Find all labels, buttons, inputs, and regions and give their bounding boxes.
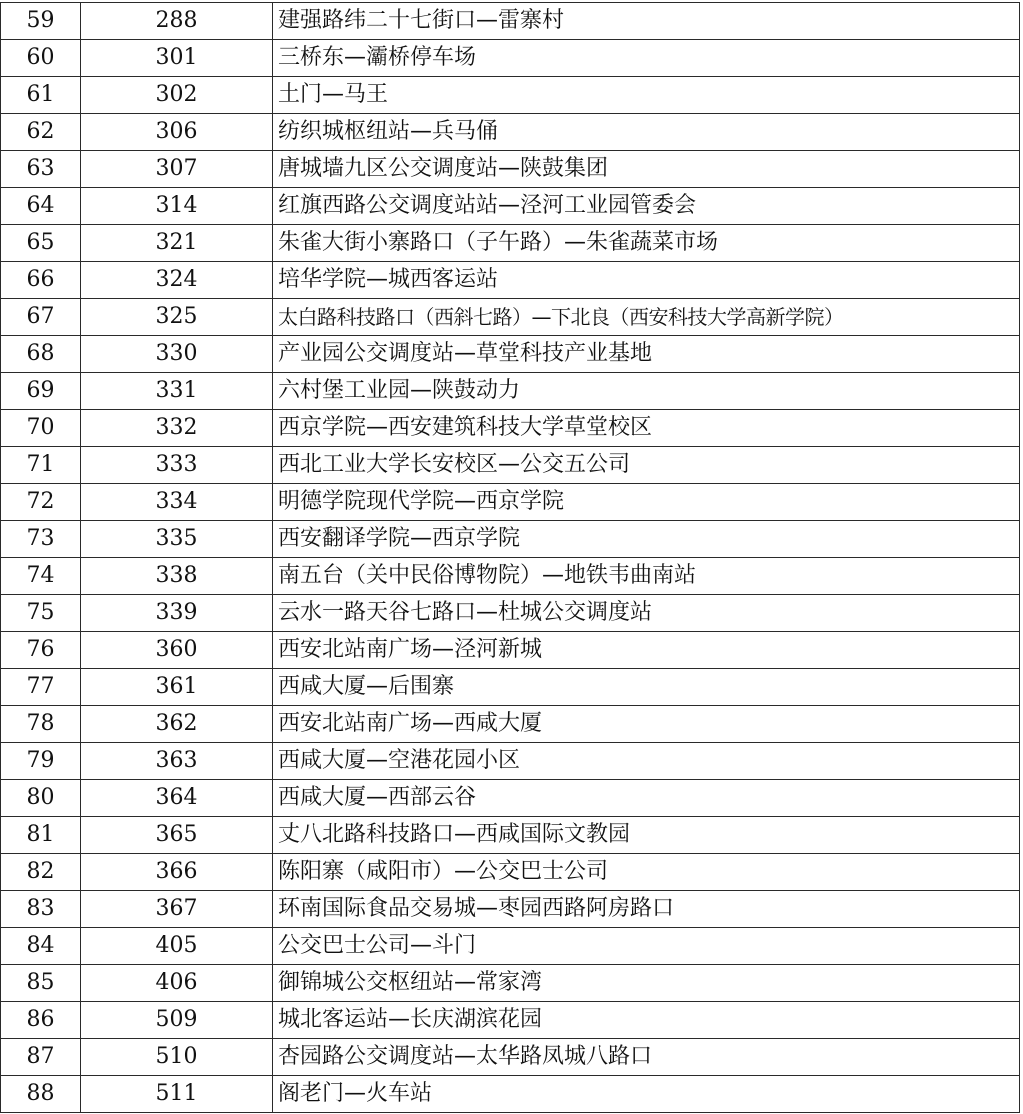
route-cell: 西咸大厦—空港花园小区 [273, 743, 1020, 780]
table-row [1, 225, 1020, 262]
route-cell: 公交巴士公司—斗门 [273, 928, 1020, 965]
line-number-cell: 325 [81, 299, 273, 336]
table-row [1, 854, 1020, 891]
row-index-cell: 73 [1, 521, 81, 558]
line-number-cell: 332 [81, 410, 273, 447]
route-cell: 杏园路公交调度站—太华路凤城八路口 [273, 1039, 1020, 1076]
table-row [1, 151, 1020, 188]
table-row [1, 484, 1020, 521]
route-cell: 唐城墙九区公交调度站—陕鼓集团 [273, 151, 1020, 188]
line-number-cell: 360 [81, 632, 273, 669]
row-index-cell: 59 [1, 3, 81, 40]
table-row [1, 780, 1020, 817]
route-cell: 云水一路天谷七路口—杜城公交调度站 [273, 595, 1020, 632]
row-index-cell: 68 [1, 336, 81, 373]
row-index-cell: 80 [1, 780, 81, 817]
route-cell: 西安北站南广场—西咸大厦 [273, 706, 1020, 743]
line-number-cell: 365 [81, 817, 273, 854]
row-index-cell: 84 [1, 928, 81, 965]
route-cell: 纺织城枢纽站—兵马俑 [273, 114, 1020, 151]
row-index-cell: 74 [1, 558, 81, 595]
table-row [1, 40, 1020, 77]
table-row [1, 595, 1020, 632]
route-cell: 红旗西路公交调度站站—泾河工业园管委会 [273, 188, 1020, 225]
line-number-cell: 405 [81, 928, 273, 965]
route-cell: 丈八北路科技路口—西咸国际文教园 [273, 817, 1020, 854]
row-index-cell: 75 [1, 595, 81, 632]
table-row [1, 336, 1020, 373]
row-index-cell: 83 [1, 891, 81, 928]
table-row [1, 3, 1020, 40]
line-number-cell: 363 [81, 743, 273, 780]
route-cell: 环南国际食品交易城—枣园西路阿房路口 [273, 891, 1020, 928]
route-cell: 阁老门—火车站 [273, 1076, 1020, 1113]
table-row [1, 743, 1020, 780]
line-number-cell: 367 [81, 891, 273, 928]
line-number-cell: 364 [81, 780, 273, 817]
line-number-cell: 509 [81, 1002, 273, 1039]
route-cell: 西北工业大学长安校区—公交五公司 [273, 447, 1020, 484]
row-index-cell: 76 [1, 632, 81, 669]
route-cell: 明德学院现代学院—西京学院 [273, 484, 1020, 521]
table-row [1, 965, 1020, 1002]
line-number-cell: 333 [81, 447, 273, 484]
table-row [1, 373, 1020, 410]
line-number-cell: 511 [81, 1076, 273, 1113]
row-index-cell: 72 [1, 484, 81, 521]
table-row [1, 928, 1020, 965]
table-row [1, 1002, 1020, 1039]
route-cell: 西安翻译学院—西京学院 [273, 521, 1020, 558]
line-number-cell: 406 [81, 965, 273, 1002]
row-index-cell: 82 [1, 854, 81, 891]
line-number-cell: 302 [81, 77, 273, 114]
row-index-cell: 86 [1, 1002, 81, 1039]
table-row [1, 447, 1020, 484]
line-number-cell: 324 [81, 262, 273, 299]
row-index-cell: 69 [1, 373, 81, 410]
table-row [1, 262, 1020, 299]
table-row [1, 558, 1020, 595]
line-number-cell: 366 [81, 854, 273, 891]
row-index-cell: 61 [1, 77, 81, 114]
row-index-cell: 62 [1, 114, 81, 151]
table-row [1, 521, 1020, 558]
line-number-cell: 288 [81, 3, 273, 40]
route-cell: 城北客运站—长庆湖滨花园 [273, 1002, 1020, 1039]
row-index-cell: 65 [1, 225, 81, 262]
line-number-cell: 335 [81, 521, 273, 558]
line-number-cell: 330 [81, 336, 273, 373]
route-cell: 御锦城公交枢纽站—常家湾 [273, 965, 1020, 1002]
route-cell: 土门—马王 [273, 77, 1020, 114]
line-number-cell: 306 [81, 114, 273, 151]
route-cell: 三桥东—灞桥停车场 [273, 40, 1020, 77]
table-row [1, 410, 1020, 447]
row-index-cell: 71 [1, 447, 81, 484]
route-cell: 陈阳寨（咸阳市）—公交巴士公司 [273, 854, 1020, 891]
row-index-cell: 64 [1, 188, 81, 225]
route-cell: 西安北站南广场—泾河新城 [273, 632, 1020, 669]
row-index-cell: 78 [1, 706, 81, 743]
route-cell: 朱雀大街小寨路口（子午路）—朱雀蔬菜市场 [273, 225, 1020, 262]
route-cell: 西京学院—西安建筑科技大学草堂校区 [273, 410, 1020, 447]
row-index-cell: 66 [1, 262, 81, 299]
table-row [1, 1076, 1020, 1113]
row-index-cell: 77 [1, 669, 81, 706]
table-row [1, 632, 1020, 669]
row-index-cell: 70 [1, 410, 81, 447]
line-number-cell: 331 [81, 373, 273, 410]
route-cell: 建强路纬二十七街口—雷寨村 [273, 3, 1020, 40]
route-cell: 西咸大厦—西部云谷 [273, 780, 1020, 817]
row-index-cell: 67 [1, 299, 81, 336]
table-body [1, 3, 1020, 1113]
table-row [1, 188, 1020, 225]
row-index-cell: 85 [1, 965, 81, 1002]
row-index-cell: 87 [1, 1039, 81, 1076]
route-cell: 西咸大厦—后围寨 [273, 669, 1020, 706]
table-row [1, 706, 1020, 743]
line-number-cell: 301 [81, 40, 273, 77]
route-cell: 六村堡工业园—陕鼓动力 [273, 373, 1020, 410]
row-index-cell: 63 [1, 151, 81, 188]
row-index-cell: 81 [1, 817, 81, 854]
line-number-cell: 314 [81, 188, 273, 225]
bus-route-table [0, 2, 1020, 1113]
line-number-cell: 334 [81, 484, 273, 521]
table-row [1, 1039, 1020, 1076]
line-number-cell: 321 [81, 225, 273, 262]
route-cell: 南五台（关中民俗博物院）—地铁韦曲南站 [273, 558, 1020, 595]
line-number-cell: 307 [81, 151, 273, 188]
route-cell: 太白路科技路口（西斜七路）—下北良（西安科技大学高新学院） [273, 299, 1020, 336]
line-number-cell: 338 [81, 558, 273, 595]
line-number-cell: 362 [81, 706, 273, 743]
line-number-cell: 339 [81, 595, 273, 632]
table-row [1, 114, 1020, 151]
table-row [1, 891, 1020, 928]
table-row [1, 817, 1020, 854]
row-index-cell: 60 [1, 40, 81, 77]
line-number-cell: 361 [81, 669, 273, 706]
table-row [1, 299, 1020, 336]
line-number-cell: 510 [81, 1039, 273, 1076]
route-cell: 产业园公交调度站—草堂科技产业基地 [273, 336, 1020, 373]
route-cell: 培华学院—城西客运站 [273, 262, 1020, 299]
table-row [1, 669, 1020, 706]
row-index-cell: 79 [1, 743, 81, 780]
row-index-cell: 88 [1, 1076, 81, 1113]
table-row [1, 77, 1020, 114]
